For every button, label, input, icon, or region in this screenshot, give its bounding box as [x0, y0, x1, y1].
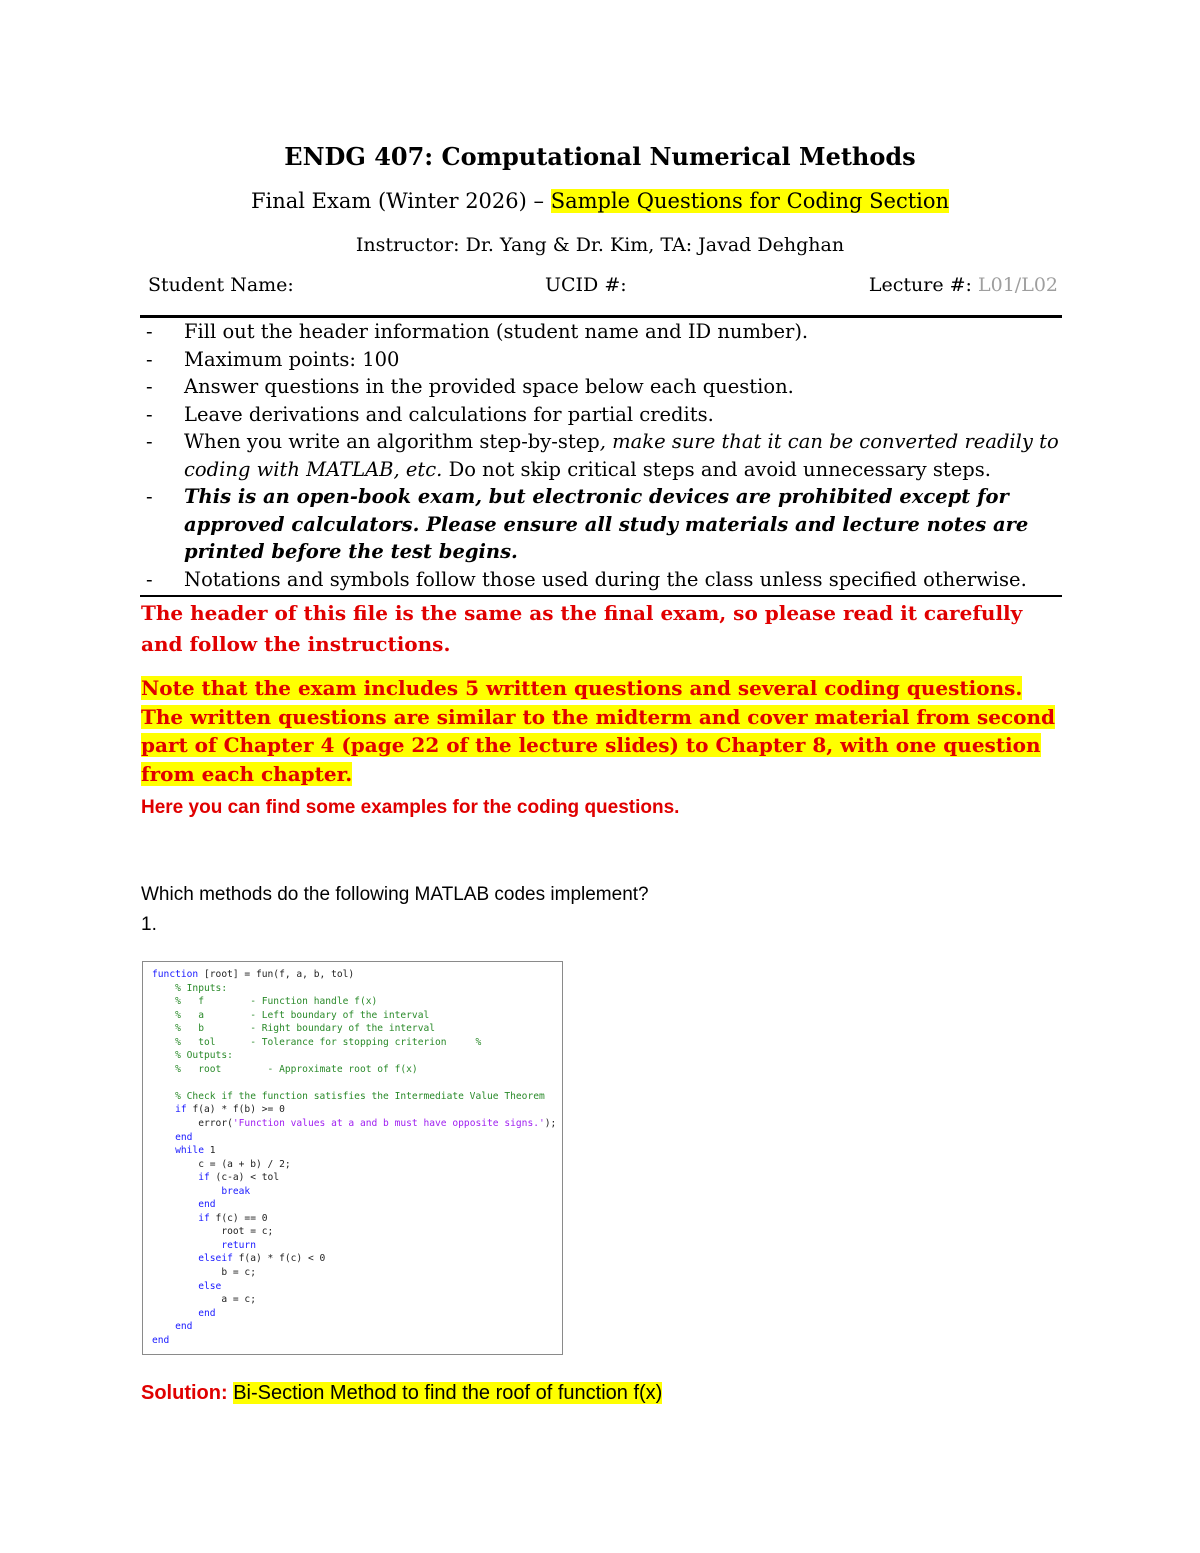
code-keyword: if: [175, 1104, 187, 1116]
code-text: f(a) * f(b) >= 0: [186, 1104, 285, 1116]
code-keyword: end: [152, 1334, 170, 1346]
code-comment: % tol - Tolerance for stopping criterion %: [175, 1036, 482, 1048]
course-title: ENDG 407: Computational Numerical Methods: [284, 142, 916, 171]
question-prompt: Which methods do the following MATLAB codes implement?: [141, 884, 649, 905]
code-text: error(: [198, 1118, 233, 1130]
instruction-text: Leave derivations and calculations for partial credits.: [184, 402, 714, 426]
code-keyword: break: [221, 1185, 251, 1197]
instruction-text: Notations and symbols follow those used during the class unless specified otherwise.: [184, 567, 1027, 591]
code-comment: % b - Right boundary of the interval: [175, 1023, 436, 1035]
code-keyword: else: [198, 1280, 222, 1292]
code-keyword: return: [221, 1239, 256, 1251]
code-comment: % Outputs:: [175, 1050, 233, 1062]
list-dash: -: [146, 320, 153, 343]
code-comment: % a - Left boundary of the interval: [175, 1009, 430, 1021]
solution-label: Solution:: [141, 1382, 228, 1404]
instruction-text: When you write an algorithm step-by-step: [184, 430, 600, 453]
instruction-item: [140, 566, 1062, 594]
instruction-item: [140, 483, 1062, 566]
instruction-text-italic: , make sure that it can be converted readily to coding with MATLAB, etc.: [184, 430, 1059, 481]
instruction-text: Do not skip critical steps and avoid unnecessary steps.: [442, 457, 991, 481]
instruction-item: [140, 401, 1062, 429]
code-keyword: elseif: [198, 1253, 233, 1265]
examples-note: Here you can find some examples for the coding questions.: [141, 797, 680, 818]
exam-subtitle-highlight: Sample Questions for Coding Section: [550, 189, 950, 213]
header-note: The header of this file is the same as the final exam, so please read it carefully and follow the instructions.: [141, 601, 1023, 656]
instruction-text: Fill out the header information (student name and ID number).: [184, 320, 809, 343]
code-screenshot: [142, 961, 563, 1355]
code-keyword: end: [175, 1321, 193, 1333]
instructions-list: [140, 318, 1062, 593]
header-divider-bottom: [140, 595, 1062, 597]
list-dash: -: [146, 567, 153, 591]
code-text: a = c;: [221, 1294, 256, 1306]
exam-note-text: Note that the exam includes 5 written questions and several coding questions. The written questions are similar to the midterm and cover material from second part of Chapter 4 (page 22 of the lecture slides) to Chapter 8, with one question from each chapter.: [141, 676, 1056, 786]
code-text: b = c;: [221, 1267, 256, 1279]
lecture-label: Lecture #:: [868, 274, 978, 296]
code-keyword: end: [198, 1199, 216, 1211]
code-comment: % Check if the function satisfies the Intermediate Value Theorem: [175, 1090, 545, 1102]
list-dash: -: [146, 430, 153, 453]
exam-note: [141, 674, 1056, 788]
list-dash: -: [146, 347, 153, 371]
ucid-label: UCID #:: [545, 274, 627, 296]
code-comment: % f - Function handle f(x): [175, 996, 378, 1008]
solution-text: Bi-Section Method to find the roof of function f(x): [233, 1382, 663, 1404]
student-info-row: [148, 274, 1058, 302]
code-text: [root] = fun(f, a, b, tol): [198, 969, 355, 980]
lecture-value: L01/L02: [978, 274, 1058, 296]
code-keyword: while: [175, 1145, 204, 1157]
solution-line: [141, 1382, 662, 1405]
code-comment: % root - Approximate root of f(x): [175, 1063, 418, 1075]
instruction-text-bold-italic: This is an open-book exam, but electronic devices are prohibited except for approved calculators. Please ensure all study materials and lecture notes are printed before the test begins.: [184, 485, 1029, 563]
code-comment: % Inputs:: [175, 982, 228, 994]
list-dash: -: [146, 485, 153, 508]
code-keyword: if: [198, 1172, 210, 1184]
question-number: 1.: [141, 914, 157, 935]
lecture-field: [869, 274, 1058, 296]
code-text: c = (a + b) / 2;: [198, 1158, 291, 1170]
exam-subtitle: [0, 189, 1200, 213]
code-keyword: end: [175, 1131, 193, 1143]
code-keyword: function: [152, 969, 199, 980]
instruction-item: [140, 373, 1062, 401]
list-dash: -: [146, 402, 153, 426]
code-text: f(a) * f(c) < 0: [232, 1253, 326, 1265]
exam-subtitle-prefix: Final Exam (Winter 2026) –: [250, 189, 551, 213]
list-dash: -: [146, 375, 153, 398]
code-text: (c-a) < tol: [209, 1172, 280, 1184]
code-keyword: end: [198, 1307, 216, 1319]
code-text: );: [544, 1118, 557, 1130]
code-text: f(c) == 0: [209, 1212, 268, 1224]
code-keyword: if: [198, 1212, 210, 1224]
instruction-item: [140, 318, 1062, 346]
instructor-line: Instructor: Dr. Yang & Dr. Kim, TA: Javad Dehghan: [355, 234, 845, 256]
instruction-text: Answer questions in the provided space below each question.: [184, 375, 794, 398]
instruction-item: [140, 346, 1062, 374]
instruction-text: Maximum points: 100: [184, 347, 400, 371]
code-text: 1: [204, 1145, 216, 1157]
instruction-item: [140, 428, 1062, 483]
code-text: root = c;: [221, 1226, 274, 1238]
student-name-label: Student Name:: [148, 274, 294, 296]
matlab-code: [143, 962, 562, 1347]
code-string: 'Function values at a and b must have opposite signs.': [232, 1118, 545, 1130]
